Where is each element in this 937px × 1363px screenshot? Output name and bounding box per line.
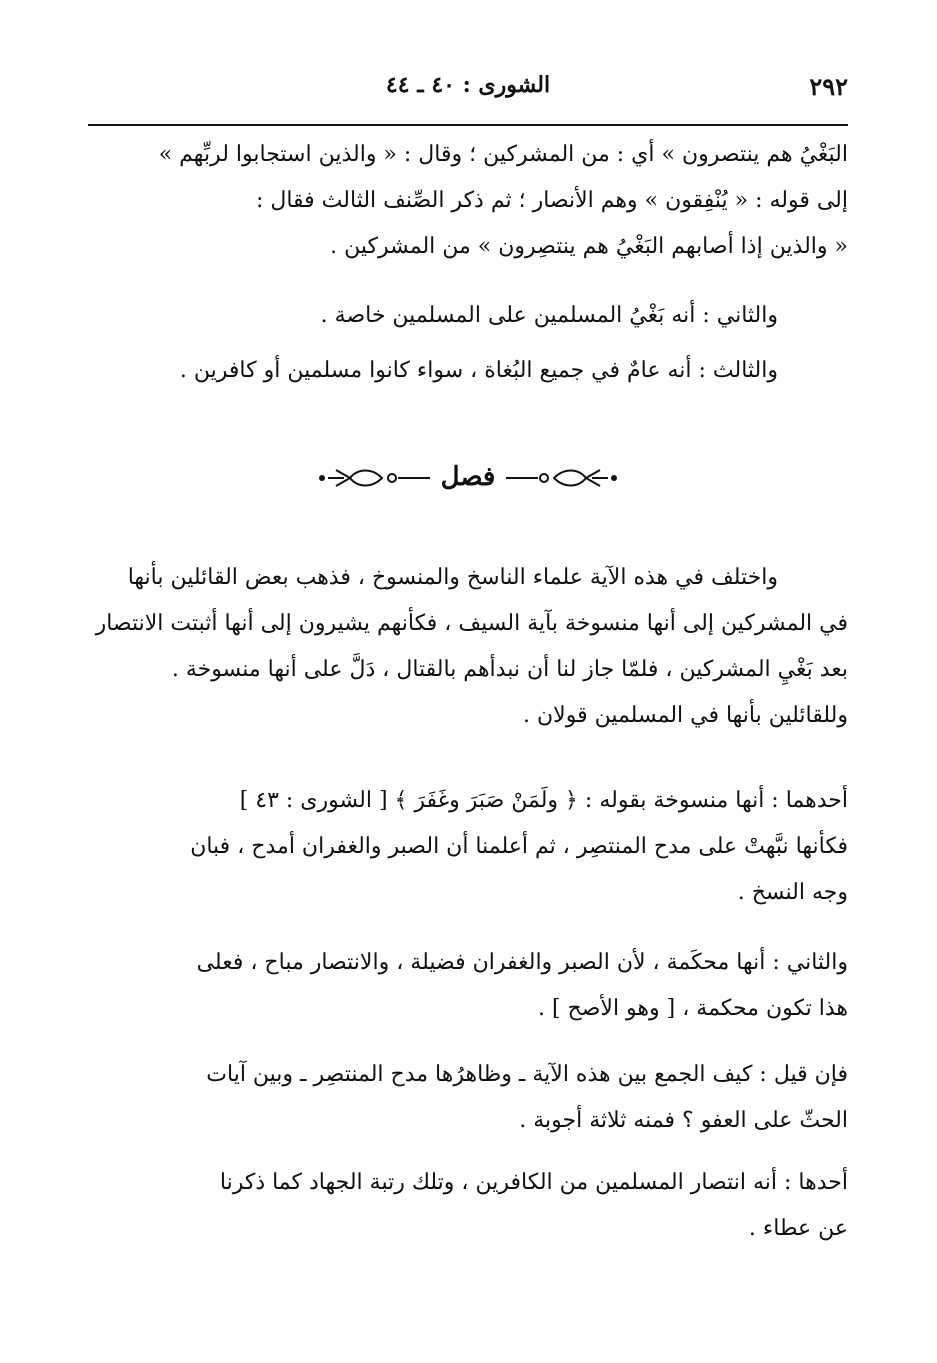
top-paragraph: [88, 132, 848, 270]
section-heading: [88, 455, 848, 499]
paragraph-question: [88, 1052, 848, 1144]
text-line: أحدهما : أنها منسوخة بقوله : ﴿ ولَمَنْ صَبَرَ وغَفَرَ ﴾ [ الشورى : ٤٣ ]: [239, 788, 848, 813]
paragraph-first-answer: [88, 1160, 848, 1252]
text-line: واختلف في هذه الآية علماء الناسخ والمنسوخ ، فذهب بعض القائلين بأنها: [127, 565, 778, 590]
page-header: [88, 72, 848, 106]
text-line: الحثّ على العفو ؟ فمنه ثلاثة أجوبة .: [519, 1108, 848, 1133]
second-opinion-paragraph: [88, 293, 848, 339]
text-line: في المشركين إلى أنها منسوخة بآية السيف ، فكأنهم يشيرون إلى أنها أثبتت الانتصار: [95, 611, 848, 636]
paragraph-second-view: [88, 940, 848, 1032]
text-line: عن عطاء .: [748, 1216, 848, 1241]
text-line: إلى قوله : « يُنْفِقون » وهم الأنصار ؛ ثم ذكر الصِّنف الثالث فقال :: [255, 188, 848, 213]
text-line: وجه النسخ .: [737, 880, 848, 905]
running-title: الشورى : ٤٠ ـ ٤٤: [385, 72, 551, 98]
text-line: « والذين إذا أصابهم البَغْيُ هم ينتصِرون » من المشركين .: [330, 234, 848, 259]
page-number: ٢٩٢: [809, 72, 848, 101]
text-line: هذا تكون محكمة ، [ وهو الأصح ] .: [537, 996, 848, 1021]
text-line: بعد بَغْيِ المشركين ، فلمّا جاز لنا أن نبدأهم بالقتال ، دَلَّ على أنها منسوخة .: [171, 657, 848, 682]
text-line: والثاني : أنها محكَمة ، لأن الصبر والغفران فضيلة ، والانتصار مباح ، فعلى: [196, 950, 848, 975]
text-line: والثاني : أنه بَغْيُ المسلمين على المسلمين خاصة .: [320, 303, 778, 328]
text-line: أحدها : أنه انتصار المسلمين من الكافرين ، وتلك رتبة الجهاد كما ذكرنا: [219, 1170, 848, 1195]
text-line: فكأنها نبَّهتْ على مدح المنتصِر ، ثم أعلمنا أن الصبر والغفران أمدح ، فبان: [190, 834, 848, 859]
text-line: فإن قيل : كيف الجمع بين هذه الآية ـ وظاهرُها مدح المنتصِر ـ وبين آيات: [206, 1062, 848, 1087]
paragraph-first-view: [88, 778, 848, 916]
third-opinion-paragraph: [88, 348, 848, 394]
text-line: وللقائلين بأنها في المسلمين قولان .: [523, 703, 848, 728]
section-heading-text: فصل: [440, 462, 496, 492]
ornament-right-icon: [312, 466, 432, 490]
text-line: البَغْيُ هم ينتصرون » أي : من المشركين ؛ وقال : « والذين استجابوا لربِّهم »: [158, 142, 848, 167]
text-line: والثالث : أنه عامٌ في جميع البُغاة ، سواء كانوا مسلمين أو كافرين .: [179, 358, 778, 383]
ornament-left-icon: [504, 466, 624, 490]
paragraph-abrogation: [88, 555, 848, 739]
header-rule: [88, 124, 848, 126]
